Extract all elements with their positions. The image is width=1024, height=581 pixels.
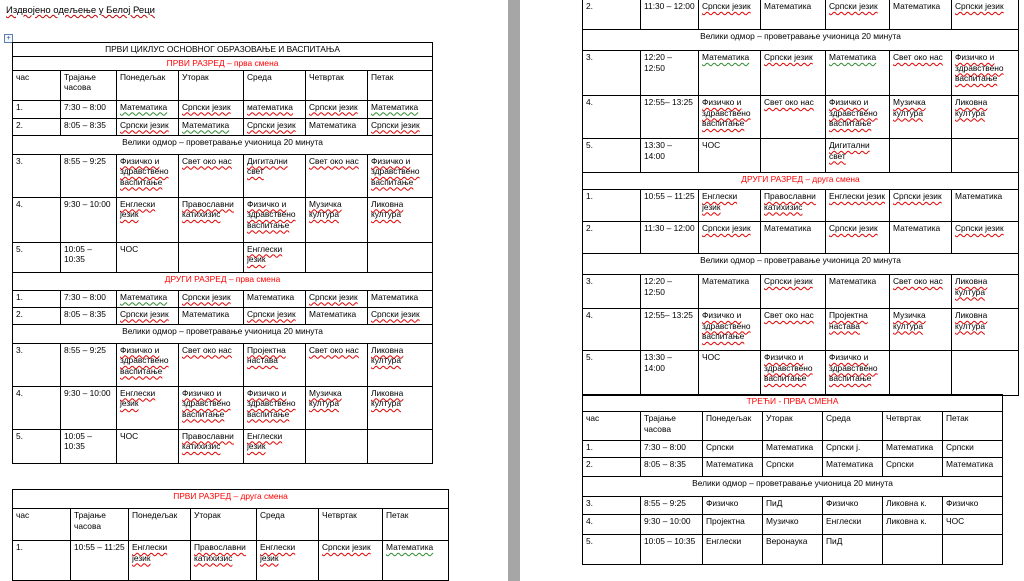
- table-row: [13, 307, 433, 324]
- cell: Математика: [368, 100, 433, 118]
- cell: Свет око нас: [179, 154, 244, 197]
- cell: Српски језик: [244, 118, 306, 135]
- cell: 5.: [13, 242, 61, 272]
- cell: Математика: [306, 118, 368, 135]
- col-header: Среда: [244, 70, 306, 100]
- cell: Математика: [826, 275, 890, 309]
- table-row: [583, 458, 1003, 477]
- cell: 4.: [583, 96, 641, 139]
- cell: Православни катихизис: [191, 541, 257, 581]
- cell: Српски језик: [117, 118, 179, 135]
- header-row: [583, 412, 1003, 441]
- cell: Математика: [383, 541, 449, 581]
- col-header: час: [13, 70, 61, 100]
- cell: Енглески језик: [129, 541, 191, 581]
- cell: Српски: [943, 441, 1003, 458]
- cell: математика: [244, 100, 306, 118]
- cell: 12:55– 13:25: [641, 96, 699, 139]
- cell: Свет око нас: [761, 309, 826, 351]
- third-grade-table: [582, 394, 1003, 565]
- cell: [368, 429, 433, 463]
- table-row: [13, 154, 433, 197]
- cell: Пројектна настава: [244, 343, 306, 386]
- cell: 13:30 – 14:00: [641, 351, 699, 396]
- table-row: [13, 242, 433, 272]
- cell: Православни катихизис: [179, 429, 244, 463]
- col-header: Трајање часова: [641, 412, 703, 441]
- cell: Физичко: [943, 497, 1003, 515]
- cell: Српски: [703, 441, 763, 458]
- cell: Православни катихизис: [179, 197, 244, 242]
- cell: Енглески језик: [244, 429, 306, 463]
- cell: 4.: [583, 515, 641, 535]
- section-title-second-grade-second-shift: ДРУГИ РАЗРЕД – друга смена: [583, 173, 1019, 190]
- cell: Физичко и здравствено васпитање: [244, 197, 306, 242]
- cell: Физичко и здравствено васпитање: [368, 154, 433, 197]
- section-title-first-grade-second-shift: ПРВИ РАЗРЕД – друга смена: [13, 490, 449, 509]
- table-row: [13, 429, 433, 463]
- section-title-second-grade-first-shift: ДРУГИ РАЗРЕД – прва смена: [13, 272, 433, 290]
- header-row: [13, 509, 449, 541]
- cell: ЧОС: [117, 429, 179, 463]
- cell: Српски језик: [699, 0, 761, 30]
- table-row: [583, 309, 1019, 351]
- cell: [179, 242, 244, 272]
- cell: 10:05 – 10:35: [61, 429, 117, 463]
- cell: Енглески језик: [826, 190, 890, 222]
- cell: [952, 351, 1019, 396]
- document-header: Издвојено одељење у Белој Реци: [6, 5, 155, 16]
- cell: 8:55 – 9:25: [61, 154, 117, 197]
- cell: Српски језик: [761, 275, 826, 309]
- col-header: Четвртак: [306, 70, 368, 100]
- cell: Енглески језик: [117, 386, 179, 429]
- cell: 8:55 – 9:25: [641, 497, 703, 515]
- table-row: [13, 343, 433, 386]
- cell: [306, 242, 368, 272]
- cell: ПиД: [763, 497, 823, 515]
- cell: Математика: [826, 51, 890, 96]
- cell: Физичко и здравствено васпитање: [117, 154, 179, 197]
- cell: ЧОС: [117, 242, 179, 272]
- col-header: Уторак: [763, 412, 823, 441]
- cell: Ликовна култура: [368, 197, 433, 242]
- cell: Математика: [699, 275, 761, 309]
- cell: 4.: [583, 309, 641, 351]
- cell: 3.: [583, 497, 641, 515]
- cell: 2.: [583, 222, 641, 254]
- table-row: [583, 222, 1019, 254]
- cell: 10:05 – 10:35: [641, 535, 703, 565]
- cell: [368, 242, 433, 272]
- cell: Ликовна култура: [368, 343, 433, 386]
- cell: 9:30 – 10:00: [61, 197, 117, 242]
- col-header: Трајање часова: [61, 70, 117, 100]
- table-row: [13, 290, 433, 307]
- cell: Српски језик: [826, 0, 890, 30]
- cell: 8:55 – 9:25: [61, 343, 117, 386]
- cell: 7:30 – 8:00: [61, 290, 117, 307]
- table-row: [583, 0, 1019, 30]
- cell: 9:30 – 10:00: [61, 386, 117, 429]
- cycle-title: ПРВИ ЦИКЛУС ОСНОВНОГ ОБРАЗОВАЊЕ И ВАСПИТАЊА: [13, 43, 433, 57]
- cell: Физичко и здравствено васпитање: [826, 351, 890, 396]
- cell: Ликовна култура: [368, 386, 433, 429]
- cell: 2.: [13, 307, 61, 324]
- table-row: [583, 190, 1019, 222]
- col-header: Понедељак: [117, 70, 179, 100]
- cell: Ликовна култура: [952, 275, 1019, 309]
- cell: Енглески језик: [699, 190, 761, 222]
- cell: [761, 139, 826, 173]
- cell: Музичка култура: [890, 96, 952, 139]
- cell: Православни катихизис: [761, 190, 826, 222]
- cell: Математика: [179, 307, 244, 324]
- table-row: [583, 351, 1019, 396]
- cell: 10:55 – 11:25: [71, 541, 129, 581]
- cell: Српски језик: [761, 51, 826, 96]
- cell: 12:20 – 12:50: [641, 51, 699, 96]
- cell: 5.: [583, 535, 641, 565]
- cell: 1.: [583, 190, 641, 222]
- cell: Српски језик: [306, 100, 368, 118]
- section-title-third-grade-first-shift: ТРЕЋИ - ПРВА СМЕНА: [583, 395, 1003, 412]
- table-row: [583, 51, 1019, 96]
- cell: Српски језик: [699, 222, 761, 254]
- table-row: [583, 515, 1003, 535]
- cell: Веронаука: [763, 535, 823, 565]
- cell: Математика: [117, 290, 179, 307]
- cell: ЧОС: [943, 515, 1003, 535]
- cell: ЧОС: [699, 351, 761, 396]
- cell: Свет око нас: [890, 275, 952, 309]
- cell: Физичко: [823, 497, 883, 515]
- header-row: [13, 70, 433, 100]
- cell: Српски језик: [244, 307, 306, 324]
- cell: 1.: [583, 441, 641, 458]
- cell: 9:30 – 10:00: [641, 515, 703, 535]
- cell: 2.: [583, 458, 641, 477]
- cell: Енглески језик: [257, 541, 319, 581]
- cell: [952, 139, 1019, 173]
- table-row: [583, 497, 1003, 515]
- cell: 8:05 – 8:35: [61, 307, 117, 324]
- cell: Српски језик: [179, 100, 244, 118]
- cell: 11:30 – 12:00: [641, 0, 699, 30]
- table-row: [13, 118, 433, 135]
- cell: [943, 535, 1003, 565]
- section-title-first-grade-first-shift: ПРВИ РАЗРЕД – прва смена: [13, 56, 433, 70]
- break-row: Велики одмор – проветравање учионица 20 минута: [583, 30, 1019, 51]
- cell: Физичко: [703, 497, 763, 515]
- cell: Српски језик: [179, 290, 244, 307]
- col-header: Петак: [943, 412, 1003, 441]
- cell: 1.: [13, 290, 61, 307]
- cell: Свет око нас: [890, 51, 952, 96]
- cell: ПиД: [823, 535, 883, 565]
- first-cycle-table: [12, 42, 433, 464]
- cell: [306, 429, 368, 463]
- cell: 12:55– 13:25: [641, 309, 699, 351]
- col-header: Петак: [383, 509, 449, 541]
- col-header: Среда: [823, 412, 883, 441]
- table-row: [583, 96, 1019, 139]
- page-separator: [508, 0, 520, 581]
- cell: Математика: [368, 290, 433, 307]
- table-row: [13, 541, 449, 581]
- cell: Српски језик: [117, 307, 179, 324]
- col-header: Петак: [368, 70, 433, 100]
- cell: 2.: [13, 118, 61, 135]
- cell: Музичка култура: [306, 386, 368, 429]
- cell: [890, 139, 952, 173]
- cell: Музичка култура: [890, 309, 952, 351]
- cell: Ликовна к.: [883, 497, 943, 515]
- cell: 3.: [583, 275, 641, 309]
- cell: 8:05 – 8:35: [641, 458, 703, 477]
- cell: Свет око нас: [306, 343, 368, 386]
- cell: Енглески језик: [117, 197, 179, 242]
- cell: Математика: [890, 222, 952, 254]
- cell: Српски: [763, 458, 823, 477]
- cell: 3.: [13, 154, 61, 197]
- table-row: [13, 386, 433, 429]
- col-header: Уторак: [179, 70, 244, 100]
- cell: Математика: [699, 51, 761, 96]
- cell: 3.: [583, 51, 641, 96]
- table-row: [583, 139, 1019, 173]
- cell: Математика: [943, 458, 1003, 477]
- cell: 4.: [13, 386, 61, 429]
- cell: Пројектна настава: [826, 309, 890, 351]
- col-header: час: [583, 412, 641, 441]
- cell: Свет око нас: [179, 343, 244, 386]
- cell: Математика: [761, 222, 826, 254]
- cell: Свет око нас: [761, 96, 826, 139]
- col-header: Трајање часова: [71, 509, 129, 541]
- col-header: час: [13, 509, 71, 541]
- cell: Ликовна к.: [883, 515, 943, 535]
- cell: 3.: [13, 343, 61, 386]
- table-row: [583, 441, 1003, 458]
- cell: Математика: [952, 190, 1019, 222]
- cell: Српски језик: [890, 190, 952, 222]
- cell: Математика: [179, 118, 244, 135]
- cell: Физичко и здравствено васпитање: [244, 386, 306, 429]
- cell: 2.: [583, 0, 641, 30]
- cell: Српски језик: [952, 0, 1019, 30]
- cell: Српски језик: [306, 290, 368, 307]
- cell: Математика: [763, 441, 823, 458]
- cell: 7:30 – 8:00: [61, 100, 117, 118]
- cell: Дигитални свет: [244, 154, 306, 197]
- cell: Енглески: [703, 535, 763, 565]
- first-grade-second-shift-table: [12, 489, 449, 581]
- cell: Енглески језик: [244, 242, 306, 272]
- cell: 1.: [13, 100, 61, 118]
- cell: Физичко и здравствено васпитање: [179, 386, 244, 429]
- col-header: Понедељак: [129, 509, 191, 541]
- cell: 10:55 – 11:25: [641, 190, 699, 222]
- table-row: [583, 535, 1003, 565]
- cell: Свет око нас: [306, 154, 368, 197]
- cell: 4.: [13, 197, 61, 242]
- col-header: Четвртак: [883, 412, 943, 441]
- cell: Физичко и здравствено васпитање: [952, 51, 1019, 96]
- cell: Музичко: [763, 515, 823, 535]
- cell: 11:30 – 12:00: [641, 222, 699, 254]
- continued-first-grade-table: [582, 0, 1019, 396]
- cell: Физичко и здравствено васпитање: [699, 96, 761, 139]
- col-header: Понедељак: [703, 412, 763, 441]
- cell: ЧОС: [699, 139, 761, 173]
- col-header: Четвртак: [319, 509, 383, 541]
- col-header: Среда: [257, 509, 319, 541]
- cell: 7:30 – 8:00: [641, 441, 703, 458]
- break-row: Велики одмор – проветравање учионица 20 минута: [583, 477, 1003, 497]
- cell: 5.: [13, 429, 61, 463]
- cell: [883, 535, 943, 565]
- cell: Физичко и здравствено васпитање: [761, 351, 826, 396]
- cell: Српски језик: [368, 307, 433, 324]
- cell: Ликовна култура: [952, 96, 1019, 139]
- left-document-page: [0, 0, 508, 581]
- cell: Математика: [306, 307, 368, 324]
- cell: Математика: [890, 0, 952, 30]
- table-row: [13, 197, 433, 242]
- cell: Музичка култура: [306, 197, 368, 242]
- cell: Ликовна култура: [952, 309, 1019, 351]
- cell: Математика: [761, 0, 826, 30]
- cell: Математика: [703, 458, 763, 477]
- cell: Математика: [823, 458, 883, 477]
- cell: Српски језик: [952, 222, 1019, 254]
- cell: 8:05 – 8:35: [61, 118, 117, 135]
- break-row: Велики одмор – проветравање учионица 20 минута: [13, 324, 433, 343]
- cell: Физичко и здравствено васпитање: [117, 343, 179, 386]
- cell: Физичко и здравствено васпитање: [826, 96, 890, 139]
- table-row: [13, 100, 433, 118]
- cell: 10:05 – 10:35: [61, 242, 117, 272]
- cell: 5.: [583, 351, 641, 396]
- cell: Математика: [117, 100, 179, 118]
- cell: Физичко и здравствено васпитање: [699, 309, 761, 351]
- cell: 12:20 – 12:50: [641, 275, 699, 309]
- cell: Дигитални свет: [826, 139, 890, 173]
- cell: [890, 351, 952, 396]
- cell: Српски језик: [319, 541, 383, 581]
- break-row: Велики одмор – проветравање учионица 20 минута: [13, 135, 433, 154]
- break-row: Велики одмор – проветравање учионица 20 минута: [583, 254, 1019, 275]
- col-header: Уторак: [191, 509, 257, 541]
- cell: Српски: [883, 458, 943, 477]
- cell: Пројектна: [703, 515, 763, 535]
- right-document-page: [520, 0, 1024, 581]
- cell: 5.: [583, 139, 641, 173]
- cell: Српски ј.: [823, 441, 883, 458]
- cell: Математика: [883, 441, 943, 458]
- cell: Српски језик: [826, 222, 890, 254]
- cell: Математика: [244, 290, 306, 307]
- table-move-handle-icon[interactable]: +: [4, 34, 13, 43]
- cell: Енглески: [823, 515, 883, 535]
- cell: Српски језик: [368, 118, 433, 135]
- cell: 1.: [13, 541, 71, 581]
- cell: 13:30 – 14:00: [641, 139, 699, 173]
- table-row: [583, 275, 1019, 309]
